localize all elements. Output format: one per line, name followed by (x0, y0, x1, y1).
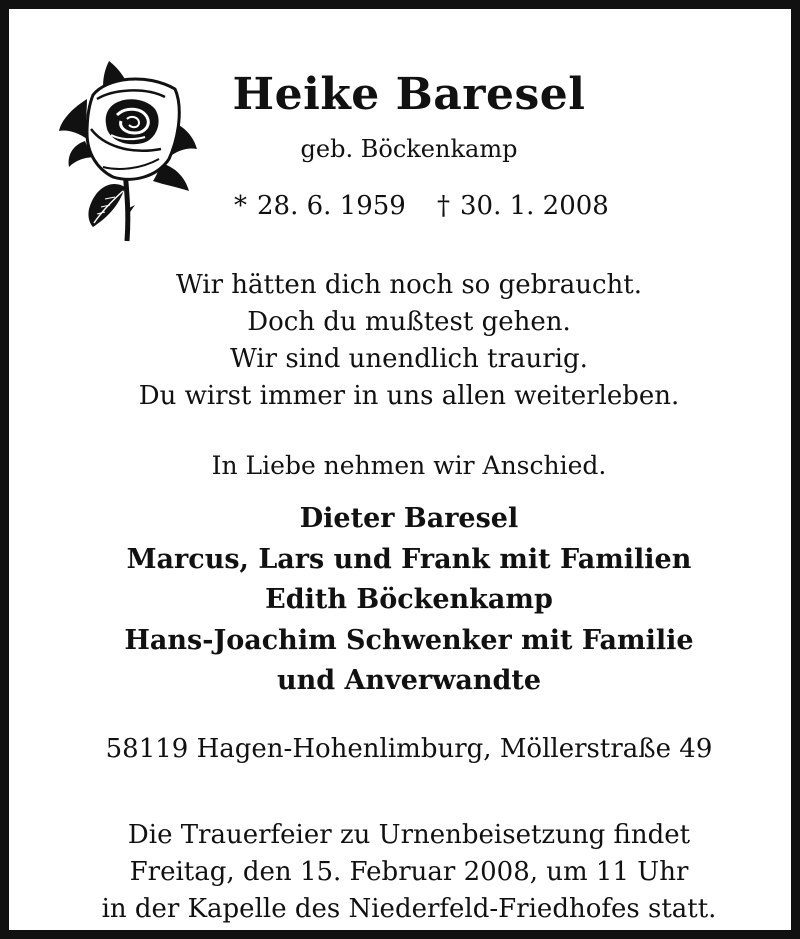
poem-line: Doch du mußtest gehen. (247, 307, 571, 337)
birth-star-icon: * (234, 191, 247, 221)
farewell-line: In Liebe nehmen wir Anschied. (211, 451, 607, 480)
death-date (437, 191, 609, 221)
poem-line: Du wirst immer in uns allen weiterleben. (138, 381, 680, 411)
poem-line: Wir hätten dich noch so gebraucht. (176, 270, 642, 300)
deceased-name: Heike Baresel (232, 69, 586, 120)
maiden-name: geb. Böckenkamp (300, 135, 518, 163)
death-date-text: 30. 1. 2008 (460, 191, 609, 221)
ceremony-line: in der Kapelle des Niederfeld-Friedhofes statt. (101, 894, 717, 924)
ceremony-line: Die Trauerfeier zu Urnenbeisetzung findet (127, 820, 691, 850)
address: 58119 Hagen-Hohenlimburg, Möllerstraße 49 (105, 734, 713, 764)
ceremony-line: Freitag, den 15. Februar 2008, um 11 Uhr (129, 857, 689, 887)
life-dates (9, 191, 800, 225)
mourner-name: Edith Böckenkamp (265, 584, 553, 615)
mourners-list (18, 499, 800, 702)
mourner-name: und Anverwandte (276, 665, 542, 696)
poem-line: Wir sind unendlich traurig. (230, 344, 588, 374)
mourner-name: Dieter Baresel (299, 503, 519, 534)
poem (18, 267, 800, 415)
birth-date-text: 28. 6. 1959 (257, 191, 406, 221)
birth-date (234, 191, 406, 221)
death-cross-icon: † (437, 191, 450, 221)
mourner-name: Hans-Joachim Schwenker mit Familie (124, 624, 694, 656)
ceremony-info (18, 817, 800, 928)
mourner-name: Marcus, Lars und Frank mit Familien (126, 543, 692, 575)
